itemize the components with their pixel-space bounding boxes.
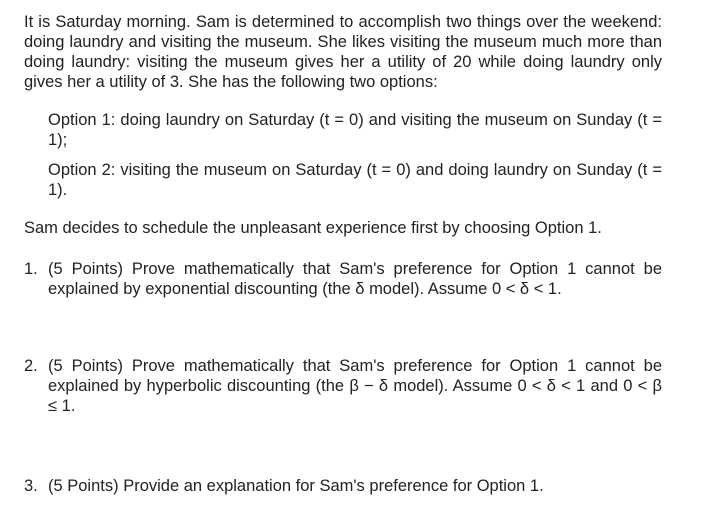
question-text: (5 Points) Provide an explanation for Sam's preference for Option 1. <box>48 477 544 495</box>
decision-paragraph: Sam decides to schedule the unpleasant experience first by choosing Option 1. <box>24 219 602 237</box>
question-text: (5 Points) Prove mathematically that Sam's preference for Option 1 cannot be explained by exponential discounting (the δ model). Assume 0 < δ < 1. <box>48 260 662 298</box>
question-number: 2. <box>24 357 38 375</box>
option-2-text: Option 2: visiting the museum on Saturday (t = 0) and doing laundry on Sunday (t = 1). <box>48 161 662 199</box>
question-number: 3. <box>24 477 38 495</box>
option-1-text: Option 1: doing laundry on Saturday (t = 0) and visiting the museum on Sunday (t = 1); <box>48 111 662 149</box>
intro-paragraph: It is Saturday morning. Sam is determined to accomplish two things over the weekend: doing laundry and visiting the museum. She likes visiting the museum much more than doing laundry: visiting the museum gives her a utility of 20 while doing laundry only gives her a utility of 3. She has the following two options: <box>24 13 662 91</box>
question-number: 1. <box>24 260 38 278</box>
question-text: (5 Points) Prove mathematically that Sam's preference for Option 1 cannot be explained by hyperbolic discounting (the β − δ model). Assume 0 < δ < 1 and 0 < β ≤ 1. <box>48 357 662 415</box>
